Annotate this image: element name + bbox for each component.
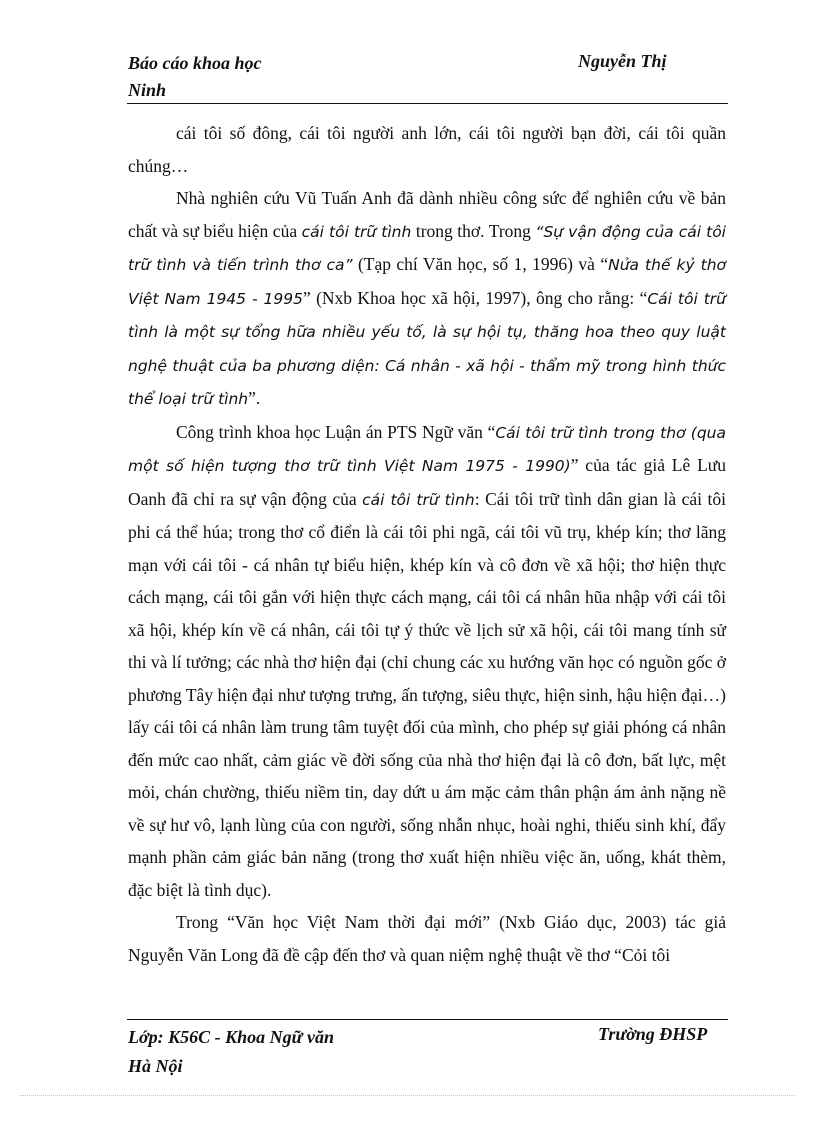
p2-text-1: Nhà nghiên cứu Vũ Tuấn Anh đã dành nhiều công sức để nghiên cứu về bản chất và sự biểu hiện của: [128, 188, 726, 241]
p3-italic-1: Cái tôi trữ tình trong thơ (qua một số hiện tượng thơ trữ tình Việt Nam 1975 - 1990): [128, 423, 726, 475]
p3-text-3: : Cái tôi trữ tình dân gian là cái tôi phi cá thể húa; trong thơ cổ điển là cái tôi phi ngã, cái tôi vũ trụ, khép kín; thơ lãng mạn với cái tôi - cá nhân tự biểu hiện, khép kín và cô đơn về xã hội; thơ hiện thực cách mạng, cái tôi gắn với hiện thực cách mạng, cái tôi cá nhân hũa nhập với cái tôi xã hội, khép kín về cá nhân, cái tôi tự ý thức về lịch sử xã hội, cái tôi mang tính sử thi và lí tưởng; các nhà thơ hiện đại (chỉ chung các xu hướng văn học có nguồn gốc ở phương Tây hiện đại như tượng trưng, ấn tượng, siêu thực, hiện sinh, hậu hiện đại…) lấy cái tôi cá nhân làm trung tâm tuyệt đối của mình, cho phép sự giải phóng cá nhân đến mức cao nhất, cảm giác về đời sống của nhà thơ hiện đại là cô đơn, bất lực, mệt mỏi, chán chường, thiếu niềm tin, day dứt u ám mặc cảm thân phận ám ảnh nặng nề về sự hư vô, lạnh lùng của con người, sống nhẫn nhục, hoài nghi, thiếu sinh khí, đẩy mạnh phần cảm giác bản năng (trong thơ xuất hiện nhiều việc ăn, uống, khát thèm, đặc biệt là tình dục).: [128, 488, 726, 900]
footer-university: Trường ĐHSP: [598, 1024, 708, 1044]
p3-italic-2: cái tôi trữ tình: [362, 490, 475, 509]
p2-text-3: (Tạp chí Văn học, số 1, 1996) và “: [352, 254, 609, 274]
p3-text-1: Công trình khoa học Luận án PTS Ngữ văn “: [176, 421, 496, 442]
p2-italic-2: “Sự vận động của cái tôi trữ tình và tiến trình thơ ca”: [128, 222, 726, 274]
paragraph-3: [128, 416, 726, 907]
page-bottom-dotted-line: [20, 1095, 796, 1096]
p2-italic-1: cái tôi trữ tình: [301, 222, 412, 241]
header-author-surname-cont: Ninh: [128, 80, 167, 100]
p2-text-4: ” (Nxb Khoa học xã hội, 1997), ông cho rằng: “: [302, 287, 648, 308]
paragraph-2: [128, 182, 726, 416]
paragraph-4: Trong “Văn học Việt Nam thời đại mới” (Nxb Giáo dục, 2003) tác giả Nguyễn Văn Long đã đề cập đến thơ và quan niệm nghệ thuật về thơ “Cỏi tôi: [128, 912, 726, 965]
p2-italic-quote: Cái tôi trữ tình là một sự tổng hữa nhiều yếu tố, là sự hội tụ, thăng hoa theo quy luật nghệ thuật của ba phương diện: Cá nhân - xã hội - thẩm mỹ trong hình thức thể loại trữ tình: [128, 289, 726, 408]
p2-italic-3: Nửa thế kỷ thơ Việt Nam 1945 - 1995: [128, 256, 726, 308]
header-divider: [127, 103, 728, 104]
footer-class: Lớp: K56C - Khoa Ngữ văn: [128, 1027, 334, 1047]
paragraph-1: cái tôi số đông, cái tôi người anh lớn, cái tôi người bạn đời, cái tôi quần chúng…: [128, 123, 726, 176]
header-report-title: Báo cáo khoa học: [128, 53, 262, 73]
p3-text-2: ” của tác giả Lê Lưu Oanh đã chỉ ra sự vận động của: [128, 455, 726, 509]
footer-city: Hà Nội: [128, 1056, 183, 1076]
footer-left: [128, 1023, 334, 1081]
header-author: Nguyễn Thị: [578, 51, 667, 71]
p2-text-2: trong thơ. Trong: [411, 220, 536, 241]
header-left: [128, 50, 262, 104]
body-text: [128, 117, 726, 971]
p2-text-5: ”.: [248, 388, 261, 408]
footer-divider: [127, 1019, 728, 1020]
